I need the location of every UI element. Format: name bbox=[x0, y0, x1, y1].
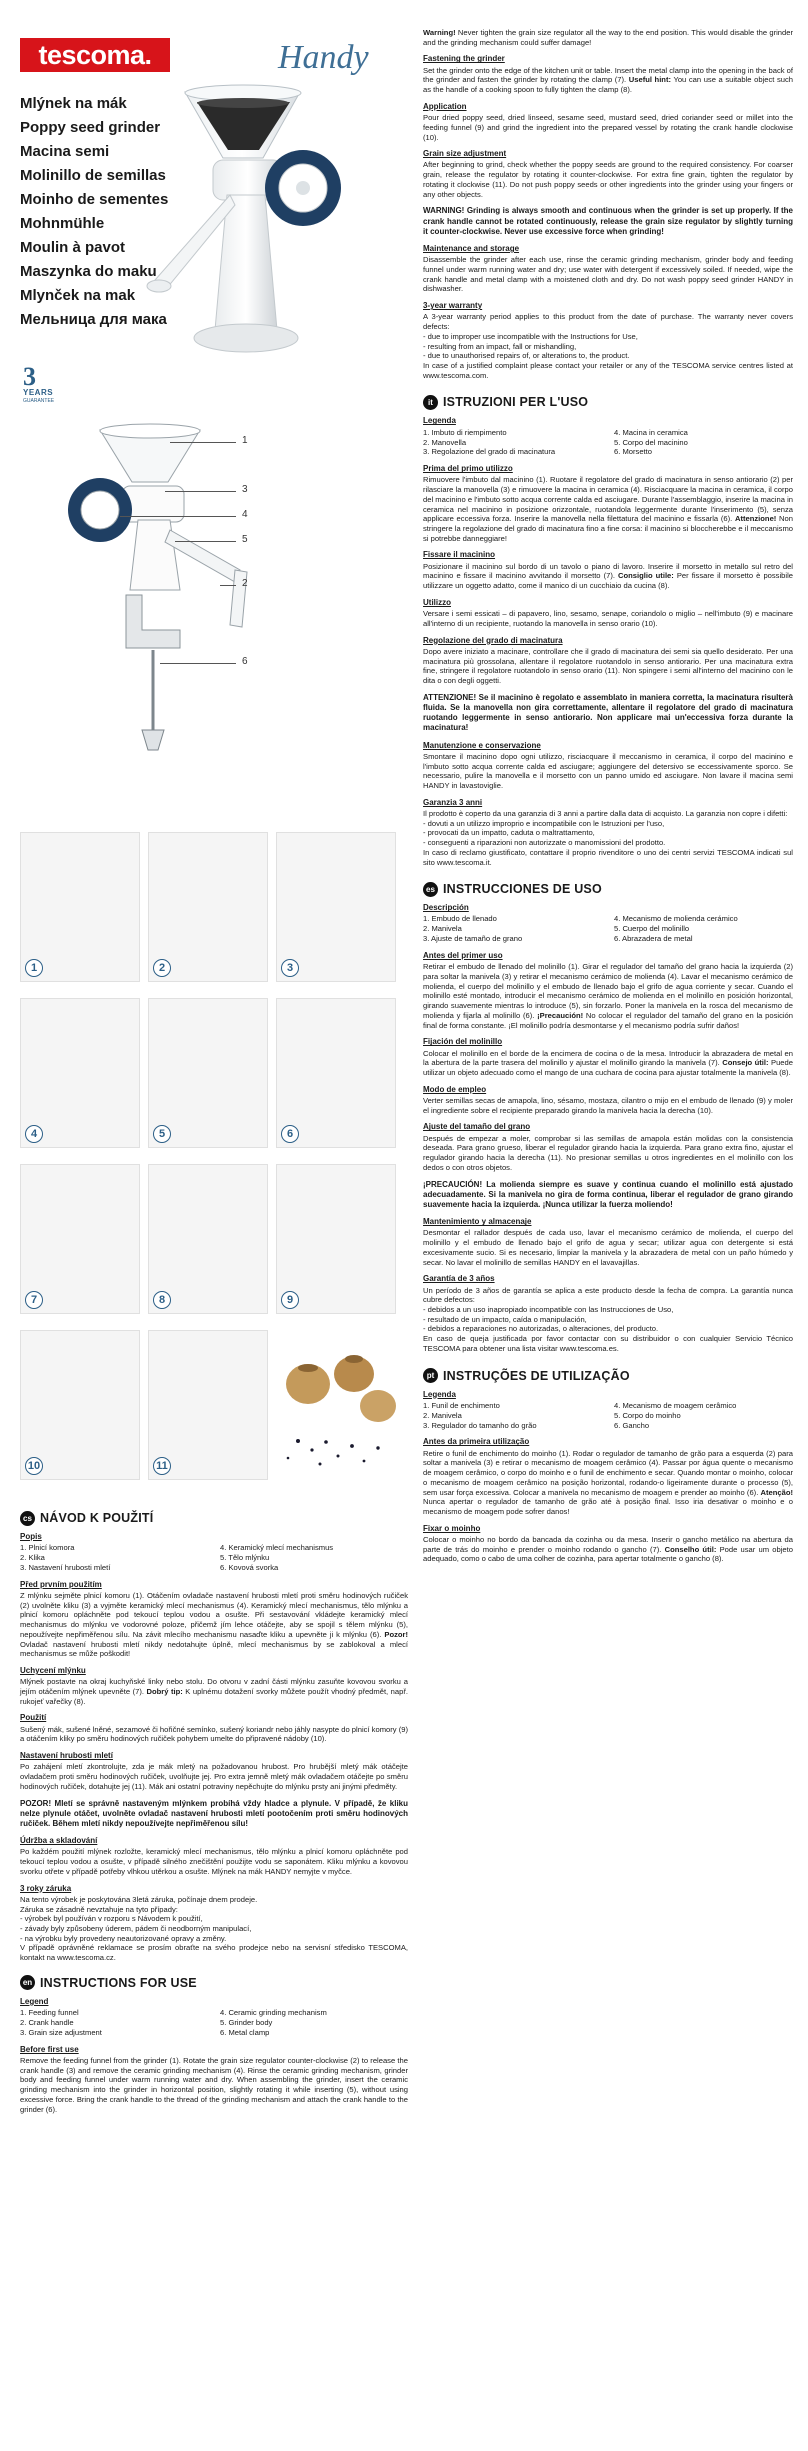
text: You can use a suitable object such as the handle of a cooking spoon to fully tighten the clamp (8). bbox=[423, 75, 793, 95]
tescoma-logo: tescoma. bbox=[20, 38, 170, 72]
legend-item: 3. Regolazione del grado di macinatura bbox=[423, 447, 556, 457]
section-title: Uchycení mlýnku bbox=[20, 1666, 86, 1676]
section-body: Sušený mák, sušené lněné, sezamové či hořičné semínko, sušený koriandr nebo jáhly nasypte do plnicí komory (9) a otáčením kliky po směru hodinových ručiček pohybem umelte do připravené nádoby (10). bbox=[20, 1724, 408, 1744]
section-es bbox=[423, 881, 793, 897]
step-photo bbox=[148, 832, 268, 982]
section-title: Ajuste del tamaño del grano bbox=[423, 1122, 531, 1132]
section-title: Fissare il macinino bbox=[423, 550, 496, 560]
warning-paragraph: WARNING! Grinding is always smooth and continuous when the grinder is set up properly. If the crank handle cannot be rotated continuously, release the grain size regulator by slightly turning it counter-clockwise. Never use excessive force when grinding! bbox=[423, 206, 793, 236]
legend-item: 5. Tělo mlýnku bbox=[220, 1553, 270, 1563]
section-title: Manutenzione e conservazione bbox=[423, 740, 541, 750]
step-number: 2 bbox=[153, 959, 171, 977]
step-number: 11 bbox=[153, 1457, 171, 1475]
section-it bbox=[423, 394, 793, 410]
warranty-years-number: 3 bbox=[23, 362, 36, 391]
section-body: Verter semillas secas de amapola, lino, sésamo, mostaza, cilantro o mijo en el embudo de llenado (9) y moler el ingrediente sobre el recipiente preparado girando la manivela hacia la derecha (10). bbox=[423, 1095, 793, 1115]
product-name-item: Mlynček na mak bbox=[20, 287, 136, 304]
section-body: Disassemble the grinder after each use, rinse the ceramic grinding mechanism, grinder body and feeding funnel under warm running water and dry; use water with detergent if excessively soiled. If needed, wipe the crank handle and metal clamp with a moistened cloth and dry. Do not wash poppy seed grinder HANDY in dishwasher. bbox=[423, 255, 793, 294]
text: Nunca apertar o regulador de tamanho de grão até à posição final. Isso iria desativar o moinho e o mecanismo de moagem pode sofrer danos! bbox=[423, 1497, 793, 1516]
text: Ovladač nastavení hrubosti mletí nikdy nedotahujte úplně, mlecí mechanismus by se zablokoval a mlecí mechanismus se může poškodit! bbox=[20, 1639, 408, 1659]
section-title: Fixar o moinho bbox=[423, 1523, 481, 1533]
legend-item: 5. Grinder body bbox=[220, 2017, 273, 2027]
section-body: Versare i semi essicati – di papavero, lino, sesamo, senape, coriandolo o miglio – nell'imbuto (9) e macinare all'interno di un recipiente, ruotando la manovella in senso orario (10). bbox=[423, 609, 793, 628]
step-photo bbox=[20, 1164, 140, 1314]
callout-line bbox=[220, 585, 236, 586]
text: Puede utilizar un objeto adecuado como el mango de una cuchara de cocina para ajustar totalmente la manivela (8). bbox=[423, 1058, 793, 1077]
text: Per fissare il morsetto è possibile utilizzare un oggetto adatto, come il manico di un cucchiaio da cucina (8). bbox=[423, 571, 793, 591]
legend-list bbox=[20, 1543, 408, 1573]
legend-item: 4. Keramický mlecí mechanismus bbox=[220, 1543, 334, 1553]
section-title: Garanzia 3 anni bbox=[423, 797, 483, 807]
section-body: After beginning to grind, check whether the poppy seeds are ground to the required consistency. For coarser grain, release the regulator by rotating it counter-clockwise. For extra fine grain, tighten the regulator by rotating it clockwise (11). Do not push poppy seeds or other ingredients into the grinder using your fingers or any other objects. bbox=[423, 160, 793, 199]
text: Colocar el molinillo en el borde de la encimera de cocina o de la mesa. Introducir la abrazadera de metal en la abertura de la parte trasera del molinillo y ajustar el molinillo girando la manivela (7). bbox=[423, 1048, 793, 1068]
product-name-item: Maszynka do maku bbox=[20, 263, 157, 280]
section-title: Fijación del molinillo bbox=[423, 1037, 503, 1047]
legend-item: 3. Ajuste de tamaño de grano bbox=[423, 934, 523, 944]
warning-label: Warning! bbox=[423, 28, 456, 37]
step-number: 1 bbox=[25, 959, 43, 977]
legend-item: 1. Imbuto di riempimento bbox=[423, 427, 507, 437]
product-name-item: Мельница для мака bbox=[20, 311, 167, 328]
legend-item: 6. Metal clamp bbox=[220, 2027, 270, 2037]
section-body: Na tento výrobek je poskytována 3letá záruka, počínaje dnem prodeje. Záruka se zásadně nevztahuje na tyto případy: - výrobek byl používán v rozporu s Návodem k použití, - závady byly způsobeny úderem, pádem či neodborným manipulací, - na výrobku byly provedeny neautorizované opravy a změny. V případě oprávněné reklamace se prosím obraťte na svého prodejce nebo na servisní středisko TESCOMA, kontakt na www.tescoma.cz. bbox=[20, 1894, 408, 1963]
lang-title-es: INSTRUCCIONES DE USO bbox=[443, 882, 602, 897]
section-body: A 3-year warranty period applies to this product from the date of purchase. The warranty never covers defects: - due to improper use incompatible with the Instructions for Use, - resulting from an impact, fall or mishandling, - due to unauthorised repairs of, or alterations to, the product. In case of a justified complaint please contact your retailer or any of the TESCOMA service centres listed at www.tescoma.com. bbox=[423, 312, 793, 380]
text: Pode usar um objeto adequado, como o cabo de uma colher de cozinha, para apertar totalmente o gancho (8). bbox=[423, 1544, 793, 1564]
text-column-right bbox=[423, 28, 793, 1564]
section-body bbox=[423, 66, 793, 95]
legend-item: 4. Mecanismo de moagem cerâmico bbox=[614, 1400, 737, 1410]
text: Posizionare il macinino sul bordo di un tavolo o piano di lavoro. Inserire il morsetto in metallo sul retro del macinino e fissare il macinino avvitando il morsetto (7). bbox=[423, 561, 793, 581]
legend-item: 6. Abrazadera de metal bbox=[614, 934, 693, 944]
step-photo bbox=[276, 832, 396, 982]
lang-title-it: ISTRUZIONI PER L'USO bbox=[443, 395, 589, 410]
section-body bbox=[423, 562, 793, 591]
legend-item: 4. Macina in ceramica bbox=[614, 427, 688, 437]
section-title: Modo de empleo bbox=[423, 1084, 487, 1094]
product-name-item: Mohnmühle bbox=[20, 215, 105, 232]
hint-label: Consejo útil: bbox=[722, 1058, 769, 1068]
product-name: Handy bbox=[278, 39, 369, 76]
product-name-item: Molinillo de semillas bbox=[20, 167, 166, 184]
callout-line bbox=[160, 663, 236, 664]
product-name-item: Moinho de sementes bbox=[20, 191, 169, 208]
section-title: Before first use bbox=[20, 2044, 79, 2054]
legend-item: 3. Nastavení hrubosti mletí bbox=[20, 1562, 111, 1572]
product-name-item: Poppy seed grinder bbox=[20, 119, 161, 136]
lang-badge-es: es bbox=[423, 882, 438, 897]
step-number: 9 bbox=[281, 1291, 299, 1309]
warning-label: Atenção! bbox=[760, 1487, 793, 1497]
hint-label: Useful hint: bbox=[628, 75, 672, 85]
text: Mlýnek postavte na okraj kuchyňské linky nebo stolu. Do otvoru v zadní části mlýnku zasuňte kovovou svorku a jejím otáčením mlýnek upevněte (7). bbox=[20, 1677, 408, 1697]
step-number: 3 bbox=[281, 959, 299, 977]
legend-item: 5. Corpo del macinino bbox=[614, 437, 688, 447]
legend-title: Legend bbox=[20, 1996, 49, 2006]
section-title: Regolazione del grado di macinatura bbox=[423, 635, 563, 645]
text: Retire o funil de enchimento do moinho (1). Rodar o regulador de tamanho de grão para a esquerda (2) para soltar a manivela (3) e retirar o mecanismo de moagem cerâmico (4). Passar por água quente o mecanismo de moagem cerâmico, o corpo do moinho e o funil de enchimento e secar. Quando montar o moinho, colocar o mecanismo de moagem cerâmico na posição horizontal, rodando-o ligeiramente durante o processo (5), sem usar força excessiva. Colocar a manivela no mecanismo de moagem e prender ao moinho (6). bbox=[423, 1448, 793, 1497]
legend-item: 6. Kovová svorka bbox=[220, 1562, 279, 1572]
warning-label: Pozor! bbox=[384, 1629, 408, 1639]
grinder-hero-image bbox=[135, 80, 405, 400]
legend-list bbox=[423, 428, 793, 458]
legend-item: 2. Manovella bbox=[423, 437, 467, 447]
warranty-years-label: YEARS bbox=[23, 388, 54, 397]
legend-title: Legenda bbox=[423, 416, 456, 426]
section-title: Maintenance and storage bbox=[423, 244, 520, 254]
section-body: Dopo avere iniziato a macinare, controllare che il grado di macinatura dei semi sia quello desiderato. Per una macinatura più grossolana, allentare il regolatore ruotandolo in senso antiorario. Per una macinatura extra fine, stringere il regolatore ruotandolo in senso orario (11). Non spingere i semi all'interno del macinino con le dita o con degli oggetti. bbox=[423, 646, 793, 685]
callout-line bbox=[165, 491, 236, 492]
legend-item: 1. Plnicí komora bbox=[20, 1543, 75, 1553]
text: Colocar o moinho no bordo da bancada da cozinha ou da mesa. Inserir o gancho metálico na abertura da parte de trás do moinho e prender o moinho rodando o gancho (7). bbox=[423, 1534, 793, 1554]
lang-title-en: INSTRUCTIONS FOR USE bbox=[40, 1975, 197, 1990]
step-number: 10 bbox=[25, 1457, 43, 1475]
legend-item: 3. Grain size adjustment bbox=[20, 2027, 102, 2037]
step-photo bbox=[20, 998, 140, 1148]
product-name-item: Macina semi bbox=[20, 143, 110, 160]
legend-item: 4. Mecanismo de molienda cerámico bbox=[614, 914, 738, 924]
poppy-pods-image bbox=[268, 1346, 408, 1476]
step-number: 6 bbox=[281, 1125, 299, 1143]
legend-item: 2. Klika bbox=[20, 1553, 45, 1563]
section-body: Po každém použití mlýnek rozložte, keramický mlecí mechanismus, tělo mlýnku a plnicí komoru opláchněte pod tekoucí teplou vodou a osušte, v případě silného znečištění použijte vodu se saponátem. Kliku mlýnku a kovovou svorku otřete v případě potřeby vlhkou utěrkou a osušte. Mlýnek na mák HANDY nemyjte v myčce. bbox=[20, 1847, 408, 1876]
legend-item: 1. Funil de enchimento bbox=[423, 1400, 500, 1410]
lang-badge-it: it bbox=[423, 395, 438, 410]
section-title: 3 roky záruka bbox=[20, 1883, 72, 1893]
section-body bbox=[20, 1591, 408, 1659]
section-en bbox=[20, 1975, 408, 1991]
section-body bbox=[423, 28, 793, 47]
warranty-badge bbox=[23, 362, 71, 406]
section-body: Po zahájení mletí zkontrolujte, zda je mák mletý na požadovanou hrubost. Pro hrubější mletý mák otáčejte ovladačem proti směru hodinových ručiček, uvolňujte jej. Pro extra jemně mletý mák ovladačem otáčejte po směru hodinových ručiček, dotahujte jej (11). Mák ani ostatní potraviny nepěchujte do mlýnku prsty ani jinými předměty. bbox=[20, 1762, 408, 1791]
legend-item: 3. Regulador do tamanho do grão bbox=[423, 1420, 537, 1430]
warning-paragraph: ATTENZIONE! Se il macinino è regolato e assemblato in maniera corretta, la macinatura risulterà fluida. Se la manovella non gira correttamente, allentare il regolatore del grado di macinatura ruotando leggermente in senso antiorario. Non applicare mai un'eccessiva forza durante la macinatura! bbox=[423, 692, 793, 733]
warning-label: ¡Precaución! bbox=[537, 1010, 584, 1020]
legend-item: 6. Morsetto bbox=[614, 447, 652, 457]
lang-badge-pt: pt bbox=[423, 1368, 438, 1383]
step-photo bbox=[20, 1330, 140, 1480]
section-title: Utilizzo bbox=[423, 597, 451, 607]
step-number: 5 bbox=[153, 1125, 171, 1143]
product-name-item: Moulin à pavot bbox=[20, 239, 125, 256]
step-photo bbox=[148, 998, 268, 1148]
legend-item: 5. Cuerpo del molinillo bbox=[614, 924, 690, 934]
legend-title: Descripción bbox=[423, 903, 469, 913]
callout-line bbox=[120, 516, 236, 517]
step-photo bbox=[276, 998, 396, 1148]
section-body: Un período de 3 años de garantía se aplica a este producto desde la fecha de compra. La garantía nunca cubre defectos: - debidos a un uso inapropiado incompatible con las Instrucciones de Uso, - resultado de un impacto, caída o manipulación, - debidos a reparaciones no autorizadas, o alteraciones, del producto. En caso de queja justificada por favor contactar con su distribuidor o con cualquier Servicio Técnico TESCOMA para obtener una lista visitar www.tescoma.es. bbox=[423, 1285, 793, 1353]
section-title: 3-year warranty bbox=[423, 301, 483, 311]
legend-item: 5. Corpo do moinho bbox=[614, 1410, 681, 1420]
step-photo bbox=[276, 1164, 396, 1314]
legend-title: Popis bbox=[20, 1532, 42, 1541]
section-body bbox=[423, 1049, 793, 1078]
section-body bbox=[423, 1449, 793, 1517]
lang-badge-cs: cs bbox=[20, 1511, 35, 1526]
text: Z mlýnku sejměte plnicí komoru (1). Otáčením ovladače nastavení hrubosti mletí proti směru hodinových ručiček (2) uvolněte kliku (3) a vyjměte keramický mlecí mechanismus (4). Keramický mlecí mechanismus, tělo mlýnku a plnicí komoru opláchněte pod tekoucí teplou vodou a osušte. Při sestavování vkládejte keramický mlecí mechanismus do mlýnku ve vodorovné poloze, přičemž jím lehce otáčejte, aby se spojil s tělem mlýnku (5), nepoužívejte nepřiměřenou sílu. Na závit mlecího mechanismu nasaďte kliku a upevněte ji k mlýnku (6). bbox=[20, 1591, 408, 1639]
section-body: Desmontar el rallador después de cada uso, lavar el mecanismo cerámico de molienda, el cuerpo del molinillo y el embudo de llenado bajo el grifo de agua y secar; utilizar agua con detergente si está excesivamente sucio. Si es necesario, limpiar la manivela y la abrazadera de metal con un paño húmedo y secar. No lavar el molinillo de semillas HANDY en el lavavajillas. bbox=[423, 1228, 793, 1267]
legend-list bbox=[423, 914, 793, 944]
callout-4: 4 bbox=[242, 509, 248, 520]
section-title: Nastavení hrubosti mletí bbox=[20, 1751, 113, 1761]
section-title: Garantía de 3 años bbox=[423, 1274, 495, 1284]
step-photo bbox=[148, 1330, 268, 1480]
warranty-years-sub: GUARANTEE bbox=[23, 398, 55, 405]
callout-1: 1 bbox=[242, 435, 248, 446]
callout-6: 6 bbox=[242, 656, 248, 667]
legend-item: 1. Feeding funnel bbox=[20, 2008, 79, 2018]
step-number: 8 bbox=[153, 1291, 171, 1309]
lang-title-cs: NÁVOD K POUŽITÍ bbox=[40, 1511, 154, 1525]
callout-2: 2 bbox=[242, 578, 248, 589]
product-name-item: Mlýnek na mák bbox=[20, 95, 127, 112]
lang-badge-en: en bbox=[20, 1975, 35, 1990]
section-body bbox=[423, 1535, 793, 1564]
section-title: Prima del primo utilizzo bbox=[423, 464, 513, 474]
warning-label: Attenzione! bbox=[734, 514, 777, 524]
text: No colocar el regulador del tamaño del grano en la posición final de forma constante. ¡El molinillo podría desmontarse y el mecanismo podría sufrir daños! bbox=[423, 1010, 793, 1030]
legend-item: 1. Embudo de llenado bbox=[423, 914, 497, 924]
section-body: Pour dried poppy seed, dried linseed, sesame seed, mustard seed, dried coriander seed or millet into the feeding funnel (9) and grind the ingredient into the prepared vessel by rotating the crank handle clockwise (10). bbox=[423, 113, 793, 142]
text: Never tighten the grain size regulator all the way to the end position. This would disable the grinder and the grinding mechanism could suffer damage! bbox=[423, 28, 793, 47]
step-number: 4 bbox=[25, 1125, 43, 1143]
text: Rimuovere l'imbuto dal macinino (1). Ruotare il regolatore del grado di macinatura in senso antiorario (2) per rilasciare la manovella (3) e rimuovere la macina in ceramica (4). Risciacquare la macina in ceramica, il corpo del macinino e l'imbuto sotto acqua corrente calda ed asciugare. Durante l'assemblaggio, inserire la macina in ceramica nel macinino in posizione orizzontale, ruotandola leggermente durante l'inserimento (5), senza applicare eccessiva forza. Inserire la manovella nella filettatura del macinino e fissarla (6). bbox=[423, 475, 793, 524]
callout-line bbox=[170, 442, 236, 443]
legend-item: 6. Gancho bbox=[614, 1420, 650, 1430]
text: Retirar el embudo de llenado del molinillo (1). Girar el regulador del tamaño del grano hacia la izquierda (2) para soltar la manivela (3) y retirar el mecanismo cerámico de molienda (4). Lavar el mecanismo cerámico de molienda, el cuerpo del molinillo y el embudo de llenado bajo el grifo de agua corriente y secar. Cuando el molinillo esté montado, introducir el mecanismo cerámico de molienda en el molinillo en posición horizontal, girando suavemente mientras lo introduce (5), sin forzarlo. Poner la manivela en la rosca del mecanismo de molienda y fijarla al molinillo (6). bbox=[423, 962, 793, 1020]
section-body bbox=[423, 475, 793, 543]
step-photo bbox=[20, 832, 140, 982]
hint-label: Consiglio utile: bbox=[618, 571, 674, 581]
section-title: Antes del primer uso bbox=[423, 951, 503, 961]
callout-line bbox=[175, 541, 236, 542]
callout-3: 3 bbox=[242, 484, 248, 495]
section-body bbox=[20, 1677, 408, 1706]
section-title: Grain size adjustment bbox=[423, 149, 507, 159]
section-body bbox=[423, 962, 793, 1030]
section-pt bbox=[423, 1368, 793, 1384]
warning-paragraph: POZOR! Mletí se správně nastaveným mlýnkem probíhá vždy hladce a plynule. V případě, že kliku nelze plynule otáčet, uvolněte ovladač nastavení hrubosti mletí pootočením proti směru hodinových ručiček. Během mletí nikdy nepoužívejte nepřiměřenou sílu! bbox=[20, 1798, 408, 1828]
hint-label: Dobrý tip: bbox=[146, 1687, 183, 1697]
step-number: 7 bbox=[25, 1291, 43, 1309]
step-photo bbox=[148, 1164, 268, 1314]
legend-list bbox=[423, 1401, 793, 1431]
section-title: Použití bbox=[20, 1713, 47, 1723]
text: K uplnému dotažení svorky můžete použít vhodný předmět, např. rukojeť vařečky (8). bbox=[20, 1687, 408, 1706]
section-title: Fastening the grinder bbox=[423, 54, 505, 64]
parts-diagram bbox=[30, 420, 405, 820]
legend-item: 2. Manivela bbox=[423, 924, 462, 934]
text-column-left bbox=[20, 1500, 408, 2114]
section-body: Il prodotto è coperto da una garanzia di 3 anni a partire dalla data di acquisto. La garanzia non copre i difetti: - dovuti a un utilizzo improprio e incompatibile con le Istruzioni per l'uso, - provocati da un impatto, caduta o maltrattamento, - conseguenti a riparazioni non autorizzate o manomissioni del prodotto. In caso di reclamo giustificato, contattare il proprio rivenditore o uno dei centri servizi TESCOMA indicati sul sito www.tescoma.it. bbox=[423, 808, 793, 867]
section-title: Application bbox=[423, 101, 467, 111]
section-title: Před prvním použitím bbox=[20, 1579, 102, 1589]
legend-title: Legenda bbox=[423, 1389, 456, 1399]
section-body: Después de empezar a moler, comprobar si las semillas de amapola están molidas con la consistencia deseada. Para grano grueso, liberar el regulador girando hacia la izquierda. Para grano extra fino, ajustar el regulador girando hacia la derecha (11). No presionar semillas u otros ingredientes en el molinillo con los dedos o con otros objetos. bbox=[423, 1133, 793, 1172]
legend-item: 2. Crank handle bbox=[20, 2017, 74, 2027]
text: Set the grinder onto the edge of the kitchen unit or table. Insert the metal clamp into the opening in the back of the grinder and fasten the grinder by rotating the clamp (7). bbox=[423, 65, 793, 85]
section-title: Mantenimiento y almacenaje bbox=[423, 1217, 532, 1227]
section-body: Smontare il macinino dopo ogni utilizzo, risciacquare il meccanismo in ceramica, il corpo del macinino e l'imbuto sotto acqua corrente calda ed asciugare; aggiungere del detersivo se eccessivamente sporco. Se necessario, pulire la manovella e il morsetto con un panno umido ed asciugare. Non lavare il macina semi HANDY in lavastoviglie. bbox=[423, 751, 793, 790]
hint-label: Conselho útil: bbox=[664, 1544, 717, 1554]
section-cs bbox=[20, 1510, 408, 1526]
section-title: Údržba a skladování bbox=[20, 1836, 98, 1846]
text: Non stringere la regolazione del grado di macinatura fino a fine corsa: il macinino si bloccherebbe e il meccanismo si potrebbe danneggiare! bbox=[423, 514, 793, 543]
section-body: Remove the feeding funnel from the grinder (1). Rotate the grain size regulator counter-clockwise (2) to release the crank handle (3) and remove the ceramic grinding mechanism (4). Rinse the ceramic grinding mechanism, grinder body and feeding funnel under warm running water and dry. When assembling the grinder, insert the ceramic grinding mechanism into the grinder in horizontal position, slightly rotating it while inserting (5), without using excessive force. Bring the crank handle to the thread of the grinding mechanism and attach the crank handle to the grinder (6). bbox=[20, 2055, 408, 2114]
legend-item: 2. Manivela bbox=[423, 1410, 462, 1420]
legend-list bbox=[20, 2008, 408, 2038]
section-title: Antes da primeira utilização bbox=[423, 1437, 530, 1447]
warning-paragraph: ¡PRECAUCIÓN! La molienda siempre es suave y continua cuando el molinillo está ajustado adecuadamente. Si la manivela no gira de forma continua, liberar el regulador de grano girando suavemente hacia la izquierda. ¡Nunca utilizar la fuerza moliendo! bbox=[423, 1179, 793, 1209]
callout-5: 5 bbox=[242, 534, 248, 545]
legend-item: 4. Ceramic grinding mechanism bbox=[220, 2008, 327, 2018]
lang-title-pt: INSTRUÇÕES DE UTILIZAÇÃO bbox=[443, 1368, 630, 1383]
